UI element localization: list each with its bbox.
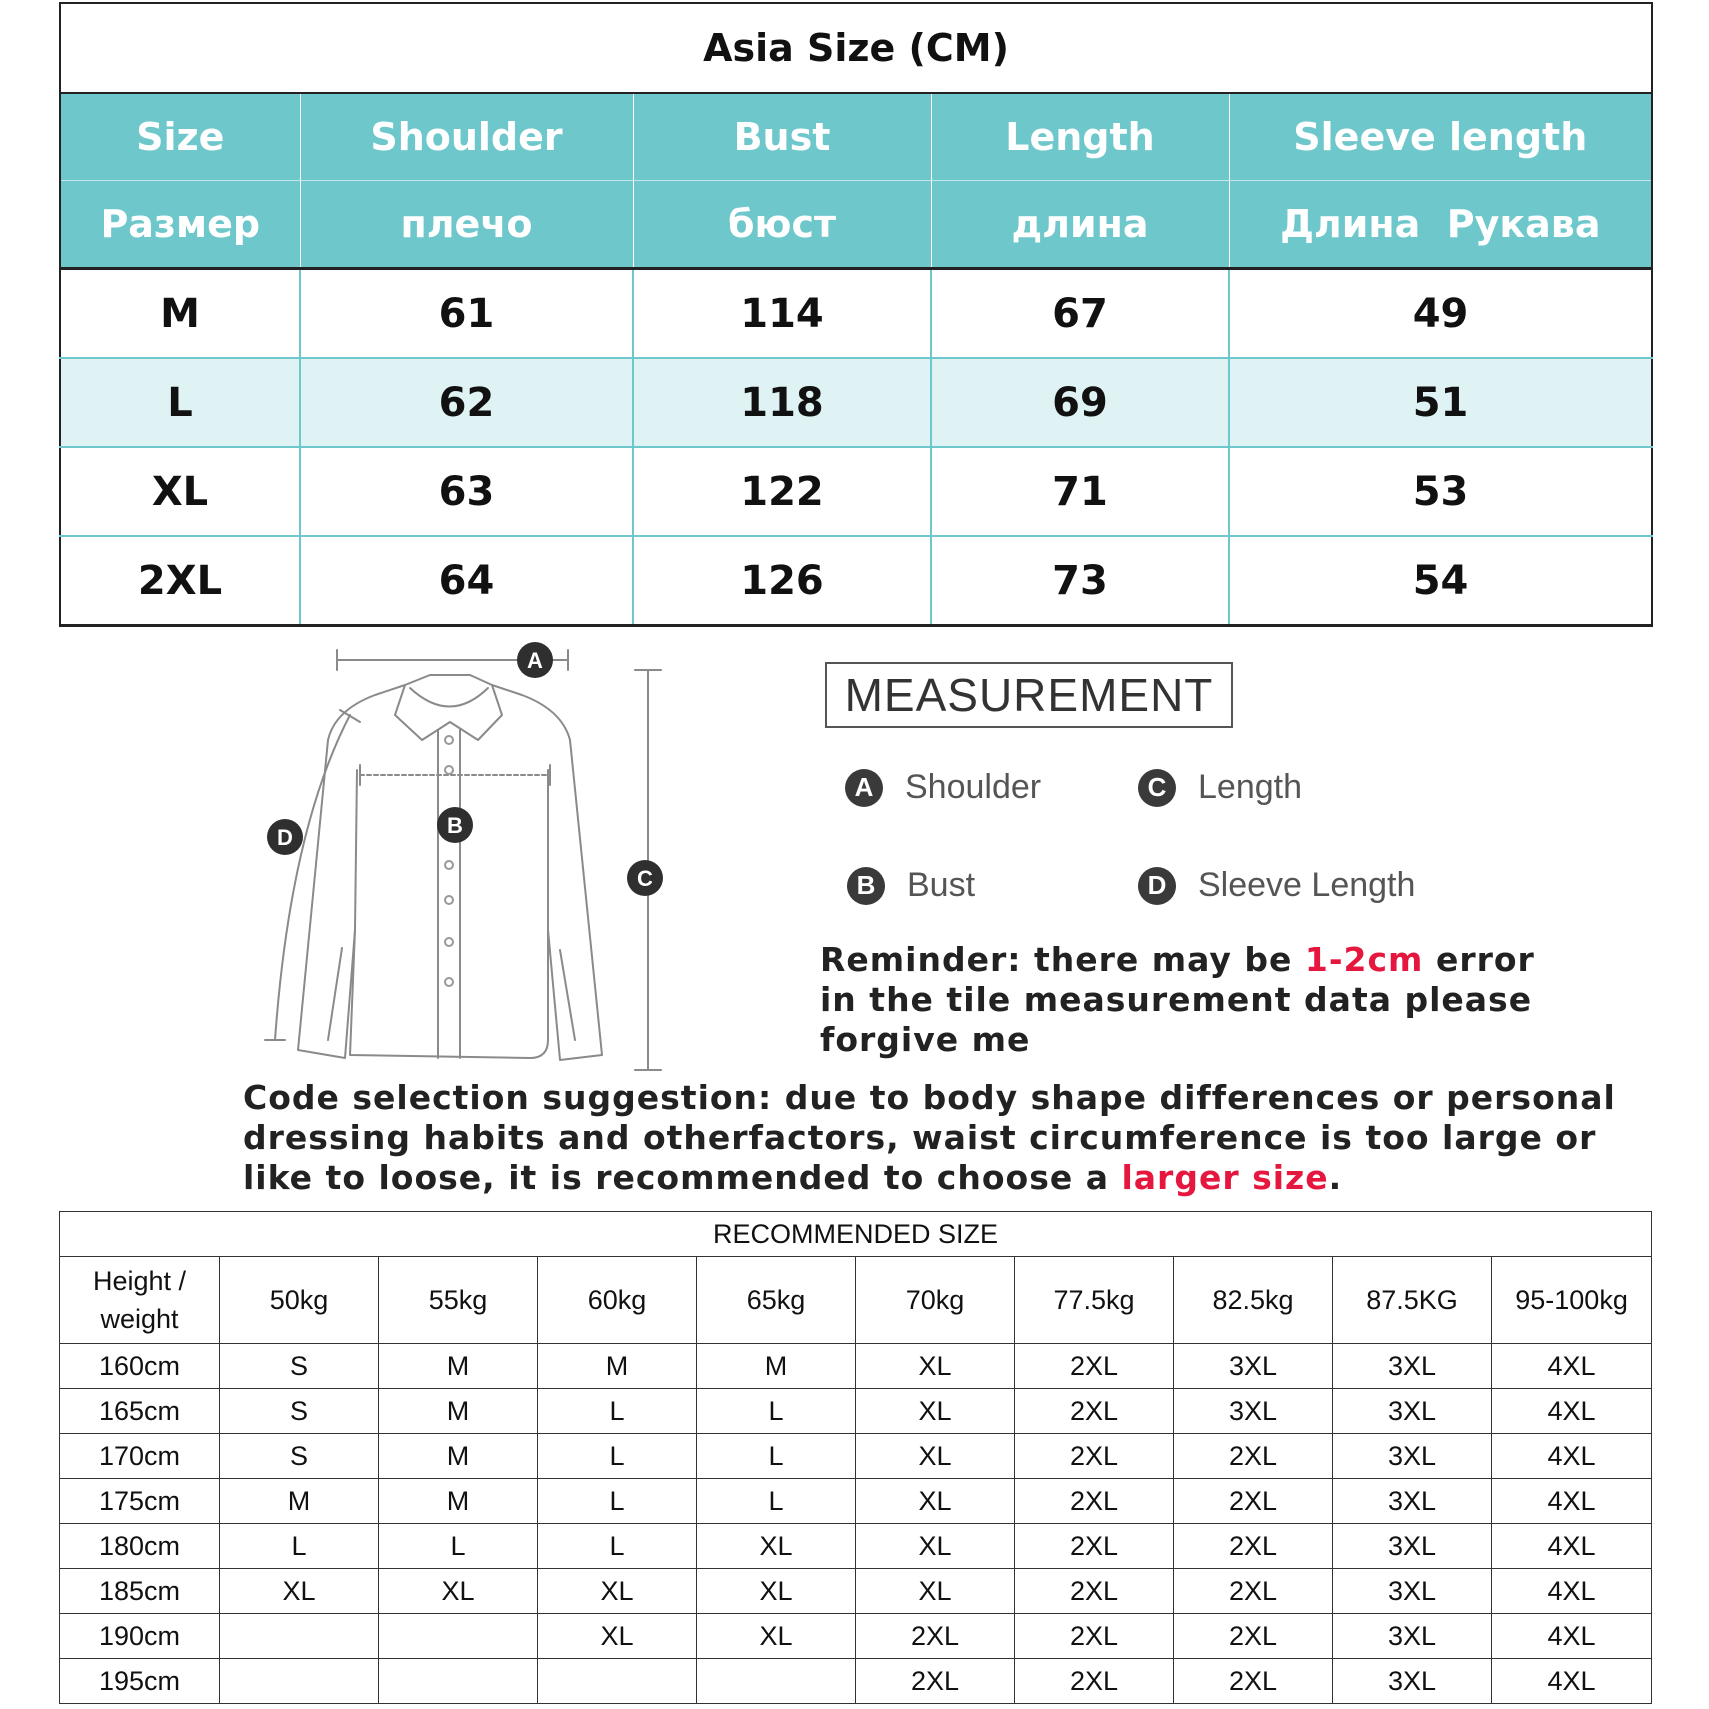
recommended-size-cell: 3XL [1333,1434,1492,1479]
recommended-size-cell: M [379,1434,538,1479]
recommended-size-cell: M [538,1344,697,1389]
recommended-title-row [60,1212,1652,1257]
suggestion-highlight: larger size [1121,1158,1329,1197]
bust-cell: 122 [633,447,931,536]
recommended-size-cell: 4XL [1492,1614,1652,1659]
recommended-size-cell: 2XL [1015,1614,1174,1659]
bust-cell: 118 [633,358,931,447]
recommended-size-cell: 2XL [856,1659,1015,1704]
shoulder-cell: 64 [300,536,633,626]
recommended-size-cell: 3XL [1333,1659,1492,1704]
recommended-size-cell: L [697,1434,856,1479]
reminder-highlight: 1-2cm [1304,940,1424,979]
header-en-bust: Bust [633,93,931,181]
recommended-row [60,1614,1652,1659]
size-cell: XL [60,447,300,536]
reminder-text: Reminder: there may be 1-2cm error in the tile measurement data please forgive me [820,940,1535,1059]
recommended-size-cell: L [538,1479,697,1524]
svg-text:D: D [277,825,293,850]
sleeve-cell: 49 [1229,269,1652,359]
recommended-size-cell: 2XL [1174,1524,1333,1569]
size-row [60,358,1652,447]
recommended-size-cell: XL [538,1614,697,1659]
bust-cell: 126 [633,536,931,626]
height-cell: 180cm [60,1524,220,1569]
recommended-row [60,1389,1652,1434]
recommended-size-cell: 2XL [1015,1569,1174,1614]
recommended-size-cell: 2XL [1015,1389,1174,1434]
recommended-size-cell: L [379,1524,538,1569]
recommended-size-cell: 3XL [1174,1344,1333,1389]
weight-header: 87.5KG [1333,1257,1492,1344]
marker-d [267,819,303,855]
recommended-size-cell: 3XL [1333,1569,1492,1614]
marker-b [437,807,473,843]
legend-label: Bust [907,866,976,904]
shoulder-cell: 61 [300,269,633,359]
recommended-size-cell: 2XL [1174,1479,1333,1524]
shoulder-cell: 63 [300,447,633,536]
svg-text:B: B [447,813,463,838]
marker-a [517,642,553,678]
header-en-size: Size [60,93,300,181]
recommended-body [60,1344,1652,1704]
height-cell: 175cm [60,1479,220,1524]
recommended-size-table [59,1211,1652,1704]
height-weight-header: Height / weight [60,1257,220,1344]
recommended-row [60,1479,1652,1524]
recommended-size-cell: 3XL [1174,1389,1333,1434]
recommended-row [60,1344,1652,1389]
height-cell: 170cm [60,1434,220,1479]
recommended-size-cell: 2XL [1015,1524,1174,1569]
recommended-size-cell [379,1614,538,1659]
recommended-size-cell: XL [856,1434,1015,1479]
recommended-size-cell: 4XL [1492,1389,1652,1434]
size-row [60,447,1652,536]
svg-text:A: A [527,648,543,673]
legend-label: Sleeve Length [1198,866,1416,904]
recommended-size-cell: 4XL [1492,1659,1652,1704]
legend-badge-a: A [845,769,883,807]
length-cell: 73 [931,536,1229,626]
shoulder-cell: 62 [300,358,633,447]
legend-label: Shoulder [905,768,1042,806]
bust-cell: 114 [633,269,931,359]
recommended-size-cell: S [220,1434,379,1479]
recommended-size-cell [220,1659,379,1704]
recommended-size-cell: XL [697,1614,856,1659]
recommended-size-cell: 2XL [1015,1344,1174,1389]
recommended-size-cell: S [220,1389,379,1434]
recommended-size-cell: XL [697,1569,856,1614]
size-cell: M [60,269,300,359]
legend-bust [847,866,975,905]
recommended-size-cell: XL [379,1569,538,1614]
recommended-row [60,1434,1652,1479]
size-cell: 2XL [60,536,300,626]
measurement-title: MEASUREMENT [825,662,1233,728]
height-cell: 185cm [60,1569,220,1614]
header-en-sleeve: Sleeve length [1229,93,1652,181]
recommended-size-cell: 2XL [1015,1659,1174,1704]
header-ru-size: Размер [60,181,300,269]
recommended-size-cell: 4XL [1492,1344,1652,1389]
size-suggestion-text: Code selection suggestion: due to body shape differences or personal dressing habits and otherfactors, waist circumference is too large or like to loose, it is recommended to choose a larger size. [243,1078,1616,1197]
recommended-size-cell: 4XL [1492,1569,1652,1614]
recommended-size-cell [697,1659,856,1704]
recommended-size-cell: 2XL [1174,1614,1333,1659]
recommended-size-cell: XL [856,1389,1015,1434]
size-table-title: Asia Size (CM) [60,3,1652,93]
recommended-size-cell: 2XL [1174,1569,1333,1614]
recommended-size-cell: M [379,1389,538,1434]
header-ru-bust: бюст [633,181,931,269]
recommended-size-cell [220,1614,379,1659]
recommended-size-cell: 2XL [1015,1434,1174,1479]
recommended-size-cell: 3XL [1333,1614,1492,1659]
weight-header: 60kg [538,1257,697,1344]
header-ru-length: длина [931,181,1229,269]
recommended-size-cell: L [697,1479,856,1524]
weight-header: 65kg [697,1257,856,1344]
recommended-size-cell: 2XL [1174,1434,1333,1479]
size-table-title-row [60,3,1652,93]
weight-header: 95-100kg [1492,1257,1652,1344]
legend-sleeve-length [1138,866,1415,905]
recommended-size-cell: 3XL [1333,1524,1492,1569]
recommended-size-cell: XL [220,1569,379,1614]
length-cell: 71 [931,447,1229,536]
length-cell: 67 [931,269,1229,359]
recommended-size-cell: 3XL [1333,1479,1492,1524]
recommended-size-cell: M [379,1479,538,1524]
height-cell: 165cm [60,1389,220,1434]
recommended-size-cell: 3XL [1333,1344,1492,1389]
recommended-size-cell: XL [856,1569,1015,1614]
size-row [60,536,1652,626]
recommended-size-cell: XL [697,1524,856,1569]
recommended-size-cell: 3XL [1333,1389,1492,1434]
legend-shoulder [845,768,1041,807]
recommended-size-cell: 4XL [1492,1479,1652,1524]
recommended-size-cell: M [220,1479,379,1524]
weight-header: 70kg [856,1257,1015,1344]
recommended-size-cell: 2XL [1174,1659,1333,1704]
header-ru-shoulder: плечо [300,181,633,269]
header-en-length: Length [931,93,1229,181]
recommended-size-cell [538,1659,697,1704]
recommended-size-cell: XL [538,1569,697,1614]
legend-badge-c: C [1138,769,1176,807]
recommended-size-cell: L [538,1524,697,1569]
recommended-row [60,1569,1652,1614]
recommended-row [60,1659,1652,1704]
recommended-size-cell: M [379,1344,538,1389]
recommended-size-cell: L [220,1524,379,1569]
marker-c [627,860,663,896]
recommended-size-cell: XL [856,1479,1015,1524]
size-row [60,269,1652,359]
recommended-size-cell: L [697,1389,856,1434]
legend-badge-d: D [1138,867,1176,905]
header-en-shoulder: Shoulder [300,93,633,181]
height-cell: 160cm [60,1344,220,1389]
recommended-size-cell: L [538,1389,697,1434]
recommended-size-cell: 2XL [1015,1479,1174,1524]
recommended-size-cell [379,1659,538,1704]
recommended-size-cell: XL [856,1524,1015,1569]
size-cell: L [60,358,300,447]
size-table-header-en [60,93,1652,181]
header-ru-sleeve: Длина Рукава [1229,181,1652,269]
legend-length [1138,768,1302,807]
size-table [59,2,1653,627]
shirt-measurement-diagram [230,630,690,1090]
weight-header: 82.5kg [1174,1257,1333,1344]
weight-header: 55kg [379,1257,538,1344]
legend-label: Length [1198,768,1302,806]
recommended-title: RECOMMENDED SIZE [60,1212,1652,1257]
recommended-size-cell: 4XL [1492,1434,1652,1479]
legend-badge-b: B [847,867,885,905]
recommended-size-cell: L [538,1434,697,1479]
height-cell: 195cm [60,1659,220,1704]
size-table-header-ru [60,181,1652,269]
svg-text:C: C [637,866,653,891]
sleeve-cell: 51 [1229,358,1652,447]
sleeve-cell: 54 [1229,536,1652,626]
weight-header: 50kg [220,1257,379,1344]
recommended-size-cell: XL [856,1344,1015,1389]
sleeve-cell: 53 [1229,447,1652,536]
recommended-size-cell: 2XL [856,1614,1015,1659]
recommended-row [60,1524,1652,1569]
recommended-size-cell: S [220,1344,379,1389]
weight-header: 77.5kg [1015,1257,1174,1344]
recommended-size-cell: M [697,1344,856,1389]
recommended-header-row [60,1257,1652,1344]
length-cell: 69 [931,358,1229,447]
recommended-size-cell: 4XL [1492,1524,1652,1569]
height-cell: 190cm [60,1614,220,1659]
